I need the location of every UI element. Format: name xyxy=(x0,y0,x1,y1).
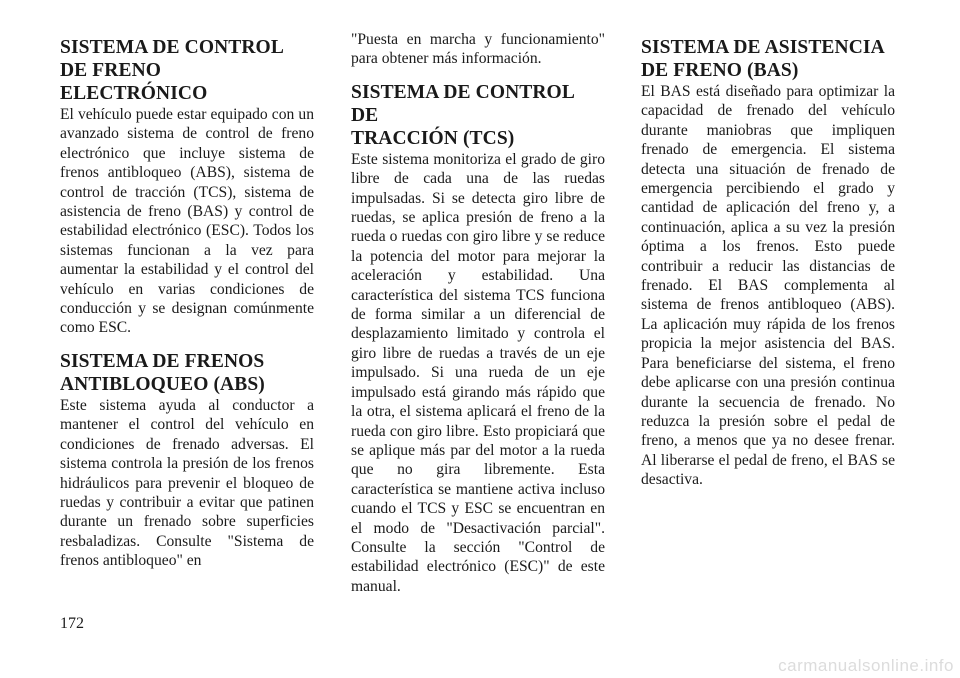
heading-line: ANTIBLOQUEO (ABS) xyxy=(60,373,265,395)
section-heading-bas xyxy=(641,36,895,82)
heading-line: SISTEMA DE CONTROL DE xyxy=(351,81,574,126)
heading-line: DE FRENO xyxy=(60,60,162,81)
page-number: 172 xyxy=(60,615,84,632)
section-heading-electronic-brake-control xyxy=(60,36,314,105)
column-3 xyxy=(641,30,895,490)
column-2 xyxy=(351,30,605,596)
paragraph-abs-continued: "Puesta en marcha y funcionamiento" para obtener más información. xyxy=(351,31,605,68)
heading-line: DE FRENO (BAS) xyxy=(641,60,799,81)
paragraph-abs: Este sistema ayuda al conductor a mantener el control del vehículo en condiciones de frenado adversas. El sistema controla la presión de los frenos hidráulicos para prevenir el bloqueo de ruedas y contribuir a evitar que patinen durante un frenado sobre superficies resbaladizas. Consulte "Sistema de frenos antibloqueo" en xyxy=(60,396,314,570)
paragraph-bas: El BAS está diseñado para optimizar la capacidad de frenado del vehículo durante maniobras que impliquen frenado de emergencia. El sistema detecta una situación de frenado de emergencia percibiendo el grado y cantidad de aplicación del freno y, a continuación, aplica a su vez la presión óptima a los frenos. Esto puede contribuir a reducir las distancias de frenado. El BAS complementa al sistema de frenos antibloqueo (ABS). La aplicación muy rápida de los frenos propicia la mejor asistencia del BAS. Para beneficiarse del sistema, el freno debe aplicarse con una presión continua durante la secuencia de frenado. No reduzca la presión sobre el pedal de freno, a menos que ya no desee frenar. Al liberarse el pedal de freno, el BAS se desactiva. xyxy=(641,83,895,489)
heading-line: ELECTRÓNICO xyxy=(60,83,208,104)
heading-line: SISTEMA DE CONTROL xyxy=(60,37,284,58)
section-heading-tcs xyxy=(351,81,605,150)
heading-line: SISTEMA DE FRENOS xyxy=(60,350,265,372)
column-1 xyxy=(60,30,314,571)
heading-line: SISTEMA DE ASISTENCIA xyxy=(641,37,885,58)
paragraph-tcs: Este sistema monitoriza el grado de giro libre de cada una de las ruedas impulsadas. Si se detecta giro libre de ruedas, se aplica presión de freno a la rueda o ruedas con giro libre y se reduce la potencia del motor para mejorar la aceleración y estabilidad. Una característica del sistema TCS funciona de forma similar a un diferencial de desplazamiento limitado y controla el giro libre de ruedas a través de un eje impulsado. Si una rueda de un eje impulsado está girando más rápido que la otra, el sistema aplicará el freno de la rueda con giro libre. Esto propiciará que se aplique más par del motor a la rueda que no gira libremente. Esta característica se mantiene activa incluso cuando el TCS y ESC se encuentran en el modo de "Desactivación parcial". Consulte la sección "Control de estabilidad electrónico (ESC)" de este manual. xyxy=(351,150,605,595)
section-heading-abs xyxy=(60,350,314,396)
paragraph-electronic-brake-control: El vehículo puede estar equipado con un avanzado sistema de control de freno electrónico que incluye sistema de frenos antibloqueo (ABS), sistema de control de tracción (TCS), sistema de asistencia de freno (BAS) y control de estabilidad electrónico (ESC). Todos los sistemas funcionan a la vez para aumentar la estabilidad y el control del vehículo en varias condiciones de conducción y se designan comúnmente como ESC. xyxy=(60,106,314,337)
heading-line: TRACCIÓN (TCS) xyxy=(351,127,515,149)
watermark: carmanualsonline.info xyxy=(778,656,954,675)
